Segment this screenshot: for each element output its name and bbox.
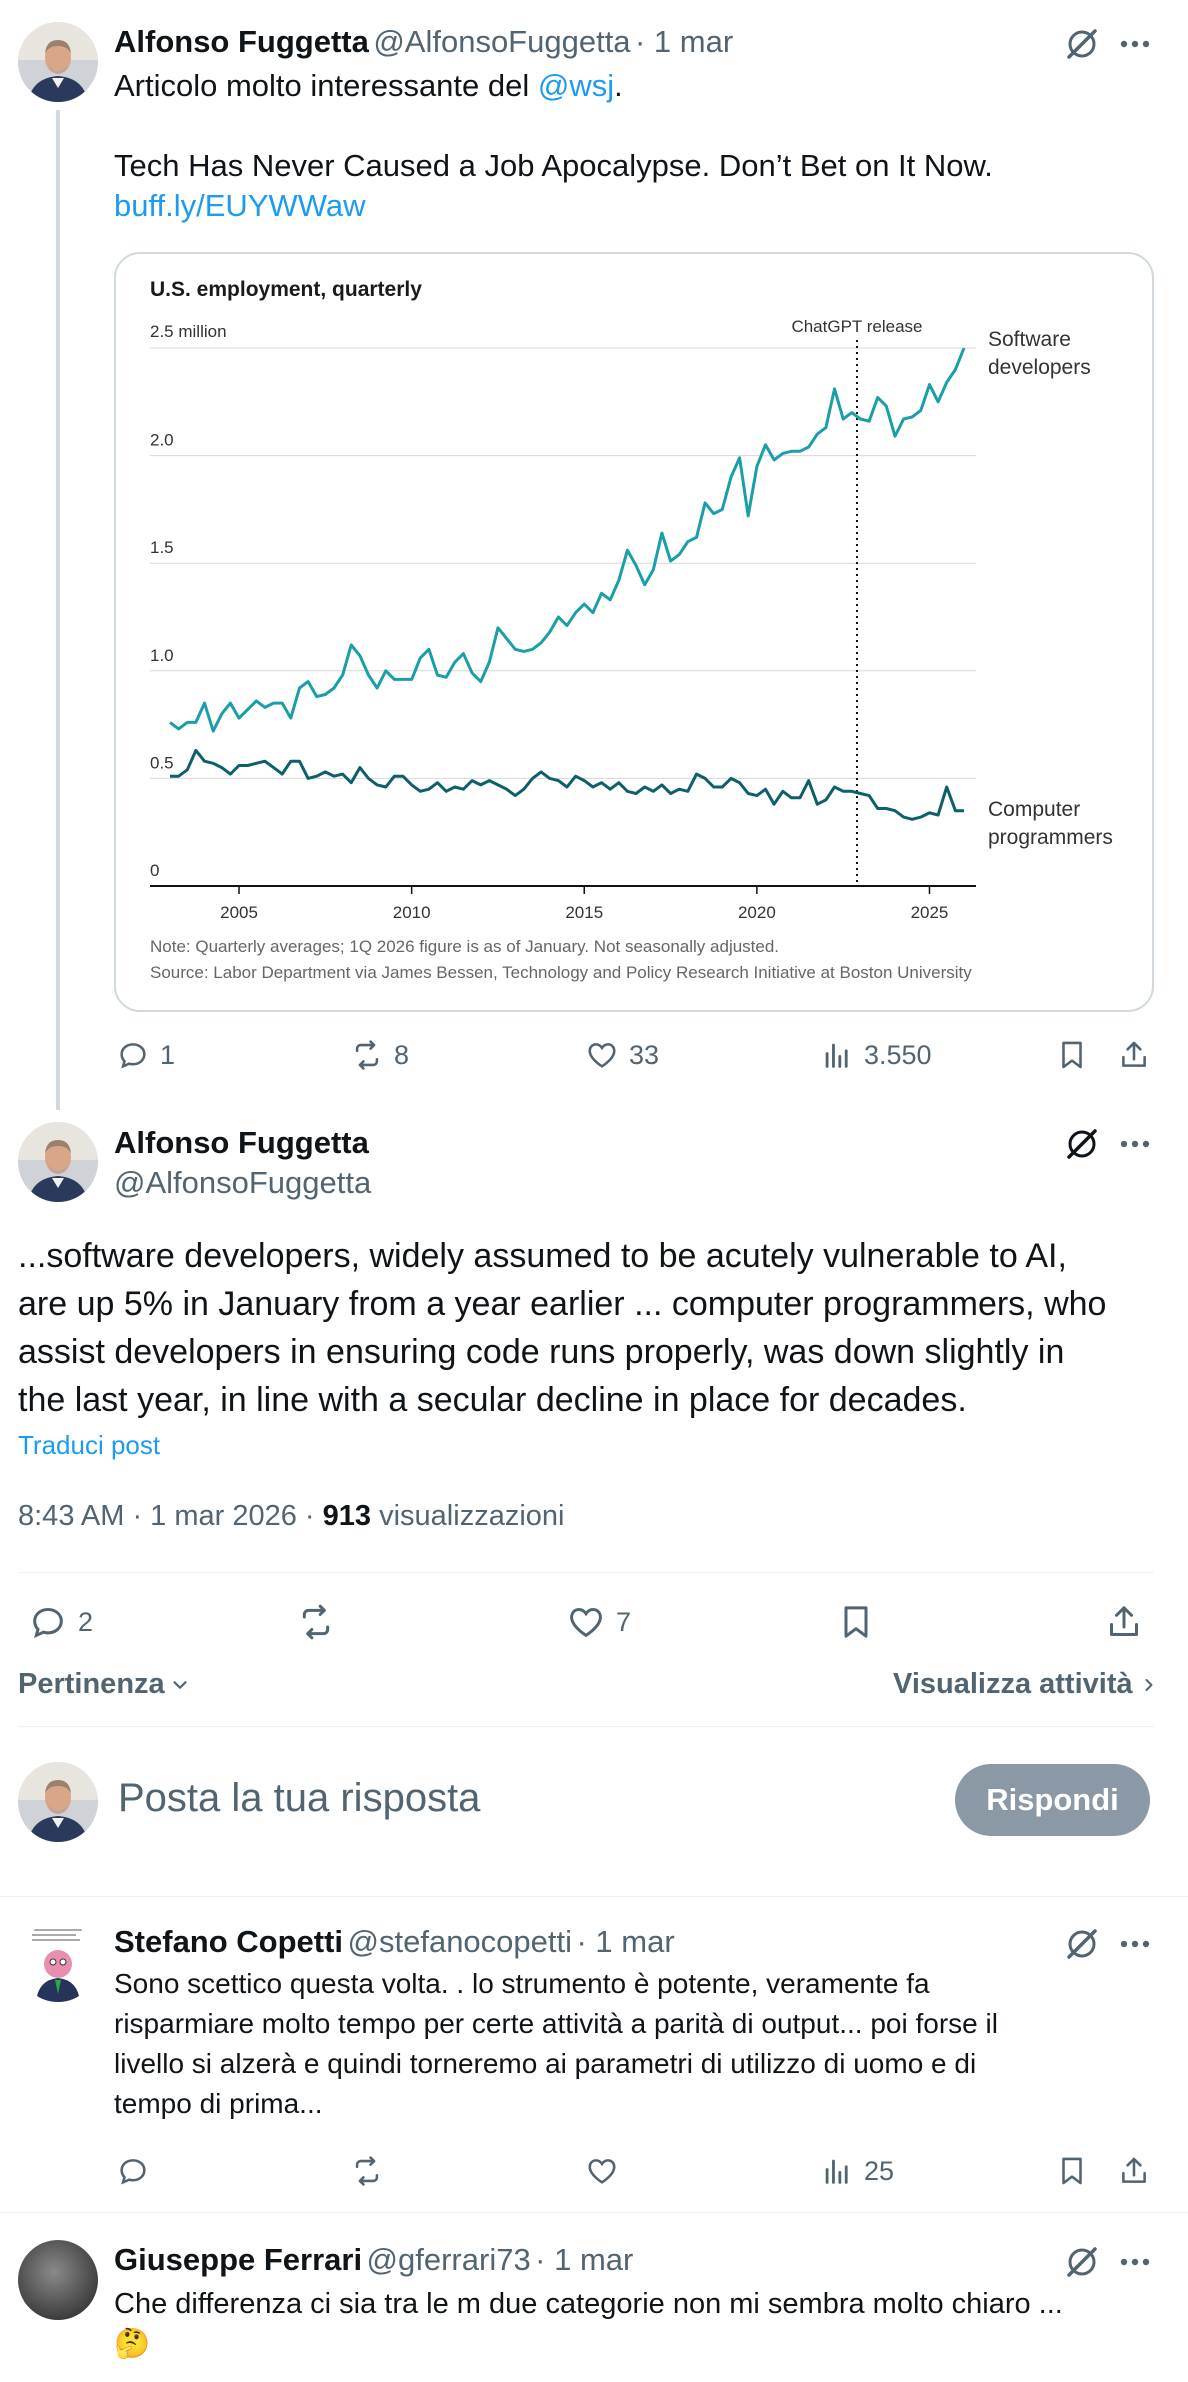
reply-action[interactable]	[28, 1602, 93, 1642]
text-prefix: Articolo molto interessante del	[114, 68, 538, 103]
post-date[interactable]: · 1 mar	[635, 24, 734, 59]
reply-submit-button[interactable]: Rispondi	[955, 1764, 1150, 1836]
views-chart-icon	[820, 2154, 854, 2188]
share-action[interactable]	[1117, 2154, 1151, 2188]
repost-count: 8	[394, 1039, 410, 1070]
share-action[interactable]	[1117, 1038, 1151, 1072]
reply-text-line: Sono scettico questa volta. . lo strumento è potente, veramente fa	[114, 1968, 930, 1999]
like-action[interactable]	[585, 2154, 619, 2188]
reply-text-line: tempo di prima...	[114, 2088, 323, 2119]
mention-link[interactable]: @wsj	[537, 68, 615, 103]
share-icon	[1104, 1602, 1144, 1642]
reply-count: 1	[160, 1039, 176, 1070]
like-count: 7	[616, 1606, 632, 1637]
repost-action[interactable]	[350, 1038, 409, 1072]
chart-note: Note: Quarterly averages; 1Q 2026 figure is as of January. Not seasonally adjusted.	[150, 937, 780, 956]
thread-connector	[56, 110, 60, 1110]
bookmark-action[interactable]	[1055, 1038, 1089, 1072]
view-activity-link[interactable]	[893, 1668, 1159, 1701]
divider	[18, 1726, 1154, 1727]
article-headline: Tech Has Never Caused a Job Apocalypse. Don’t Bet on It Now.	[114, 148, 993, 183]
avatar[interactable]	[18, 22, 98, 102]
avatar-photo	[18, 1122, 98, 1202]
author-handle[interactable]: @stefanocopetti	[347, 1924, 573, 1959]
y-tick-label: 1.5	[150, 538, 174, 558]
series-label-prog-2: programmers	[988, 826, 1113, 849]
cartoon-avatar	[18, 1922, 98, 2002]
reply-text-line: livello si alzerà e quindi torneremo ai parametri di utilizzo di uomo e di	[114, 2048, 977, 2079]
post-date[interactable]: · 1 mar	[576, 1924, 675, 1959]
post-timestamp	[18, 1500, 564, 1533]
more-button[interactable]	[1115, 2242, 1155, 2282]
tweet-text-line: are up 5% in January from a year earlier ... computer programmers, who	[18, 1285, 1107, 1323]
reply-header	[114, 2242, 633, 2278]
y-tick-label: 1.0	[150, 645, 174, 665]
avatar-photo	[18, 1762, 98, 1842]
views-number: 913	[322, 1500, 372, 1532]
reply-text-line: Che differenza ci sia tra le m due categorie non mi sembra molto chiaro ...	[114, 2288, 1063, 2320]
views-count: 3.550	[864, 1039, 932, 1070]
tweet-text-line: ...software developers, widely assumed to be acutely vulnerable to AI,	[18, 1237, 1067, 1275]
reply-header	[114, 1924, 675, 1960]
y-tick-label: 2.0	[150, 430, 174, 450]
y-tick-label: 0	[150, 861, 160, 880]
more-horizontal-icon	[1115, 1924, 1155, 1964]
author-handle[interactable]: @AlfonsoFuggetta	[373, 24, 631, 59]
article-link[interactable]: buff.ly/EUYWWaw	[114, 188, 366, 223]
repost-action[interactable]	[296, 1602, 336, 1642]
view-activity-label: Visualizza attività	[893, 1668, 1133, 1700]
grok-icon	[1062, 24, 1102, 64]
reply-text	[114, 1964, 998, 2124]
reply-emoji: 🤔	[114, 2328, 151, 2360]
reply-input[interactable]: Posta la tua risposta	[118, 1776, 481, 1820]
author-handle[interactable]: @AlfonsoFuggetta	[114, 1165, 372, 1200]
author-name[interactable]: Alfonso Fuggetta	[114, 1125, 369, 1160]
avatar-photo	[18, 22, 98, 102]
divider	[0, 2212, 1188, 2213]
avatar[interactable]	[18, 1922, 98, 2002]
x-tick-label: 2010	[392, 903, 431, 922]
series-label-prog-1: Computer	[988, 798, 1081, 821]
repost-action[interactable]	[350, 2154, 384, 2188]
more-button[interactable]	[1115, 1124, 1155, 1164]
reply-text	[114, 2284, 1063, 2364]
computer-programmers-line	[170, 750, 964, 819]
series-label-dev-1: Software	[988, 328, 1071, 351]
more-horizontal-icon	[1115, 2242, 1155, 2282]
views-action[interactable]	[820, 1038, 932, 1072]
x-tick-label: 2015	[565, 903, 604, 922]
heart-icon	[566, 1602, 606, 1642]
chart-source: Source: Labor Department via James Bessen, Technology and Policy Research Initiative at Boston University	[150, 963, 972, 982]
sort-label: Pertinenza	[18, 1668, 165, 1700]
reply-icon	[116, 2154, 150, 2188]
bookmark-icon	[836, 1602, 876, 1642]
x-tick-label: 2025	[910, 903, 949, 922]
repost-icon	[350, 2154, 384, 2188]
heart-icon	[585, 2154, 619, 2188]
chevron-down-icon	[169, 1674, 191, 1696]
bookmark-action[interactable]	[1055, 2154, 1089, 2188]
repost-icon	[350, 1038, 384, 1072]
text-suffix: .	[614, 68, 623, 103]
tweet-header	[114, 24, 733, 60]
reply-action[interactable]	[116, 1038, 175, 1072]
share-icon	[1117, 2154, 1151, 2188]
focused-tweet-text	[18, 1232, 1106, 1424]
sort-dropdown[interactable]	[18, 1668, 191, 1701]
avatar[interactable]	[18, 2240, 98, 2320]
more-button[interactable]	[1115, 1924, 1155, 1964]
divider	[18, 1572, 1154, 1573]
views-chart-icon	[820, 1038, 854, 1072]
like-count: 33	[629, 1039, 660, 1070]
views-count: 25	[864, 2155, 895, 2186]
grok-icon	[1062, 1124, 1102, 1164]
employment-chart	[116, 254, 1154, 1012]
share-action[interactable]	[1104, 1602, 1144, 1642]
post-date[interactable]: · 1 mar	[535, 2242, 634, 2277]
chart-card[interactable]	[114, 252, 1154, 1012]
reply-action[interactable]	[116, 2154, 150, 2188]
author-name[interactable]: Giuseppe Ferrari	[114, 2242, 363, 2277]
views-label: visualizzazioni	[371, 1500, 565, 1532]
tweet-text-line: assist developers in ensuring code runs properly, was down slightly in	[18, 1333, 1065, 1371]
share-icon	[1117, 1038, 1151, 1072]
y-top-label: 2.5 million	[150, 322, 227, 341]
translate-post-link[interactable]: Traduci post	[18, 1430, 161, 1460]
author-handle[interactable]: @gferrari73	[366, 2242, 531, 2277]
avatar[interactable]	[18, 1122, 98, 1202]
x-tick-label: 2005	[220, 903, 258, 922]
y-tick-label: 0.5	[150, 753, 174, 773]
more-button[interactable]	[1115, 24, 1155, 64]
series-label-dev-2: developers	[988, 356, 1091, 379]
reply-icon	[28, 1602, 68, 1642]
bookmark-action[interactable]	[836, 1602, 876, 1642]
grok-icon	[1062, 1924, 1102, 1964]
tweet-text-line: the last year, in line with a secular decline in place for decades.	[18, 1381, 967, 1419]
more-horizontal-icon	[1115, 1124, 1155, 1164]
x-tick-label: 2020	[737, 903, 776, 922]
grok-button[interactable]	[1062, 1124, 1102, 1164]
repost-icon	[296, 1602, 336, 1642]
grok-button[interactable]	[1062, 24, 1102, 64]
post-time[interactable]: 8:43 AM · 1 mar 2026 ·	[18, 1500, 323, 1532]
tweet-text	[114, 66, 623, 106]
heart-icon	[585, 1038, 619, 1072]
reply-text-line: risparmiare molto tempo per certe attività a parità di output... poi forse il	[114, 2008, 998, 2039]
bookmark-icon	[1055, 2154, 1089, 2188]
chevron-right-icon	[1139, 1674, 1159, 1696]
composer-avatar	[18, 1762, 98, 1842]
divider	[0, 1896, 1188, 1897]
reply-count: 2	[78, 1606, 94, 1637]
grok-icon	[1062, 2242, 1102, 2282]
more-horizontal-icon	[1115, 24, 1155, 64]
avatar-photo	[18, 2240, 98, 2320]
reply-icon	[116, 1038, 150, 1072]
like-action[interactable]	[566, 1602, 631, 1642]
grok-button[interactable]	[1062, 1924, 1102, 1964]
views-action[interactable]	[820, 2154, 894, 2188]
grok-button[interactable]	[1062, 2242, 1102, 2282]
author-name[interactable]: Stefano Copetti	[114, 1924, 344, 1959]
event-label: ChatGPT release	[791, 317, 923, 336]
chart-title: U.S. employment, quarterly	[150, 278, 422, 301]
like-action[interactable]	[585, 1038, 659, 1072]
bookmark-icon	[1055, 1038, 1089, 1072]
software-developers-line	[170, 348, 964, 731]
author-name[interactable]: Alfonso Fuggetta	[114, 24, 369, 59]
